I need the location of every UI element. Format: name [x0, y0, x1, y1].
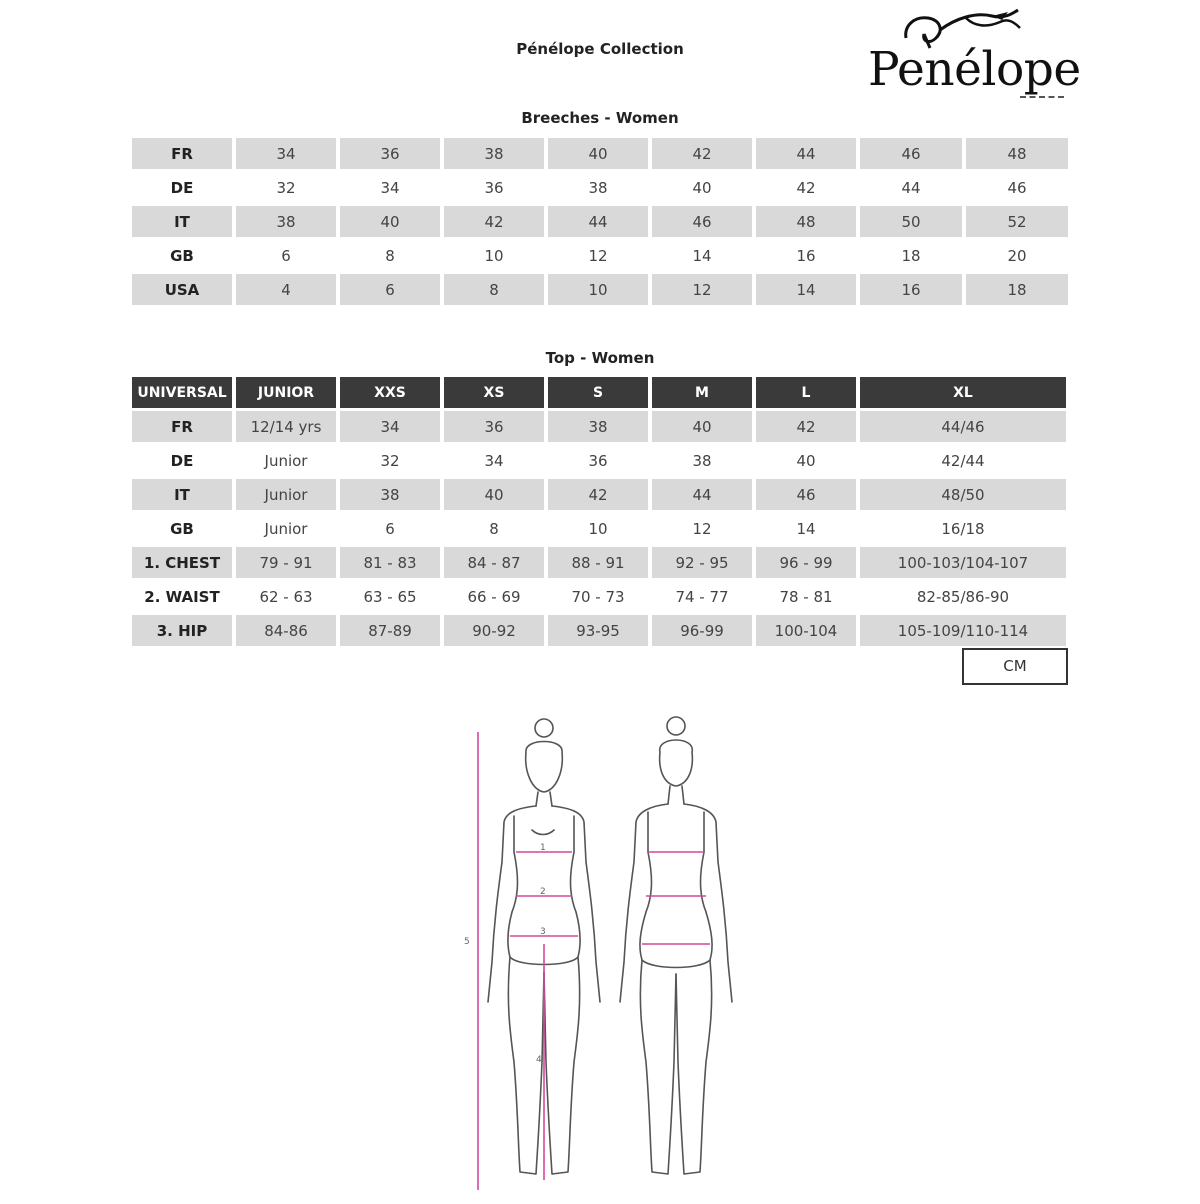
table-cell: 52 [966, 206, 1068, 237]
logo-wordmark: Penélope [868, 42, 1081, 97]
column-header: JUNIOR [236, 377, 336, 408]
table-cell: 93-95 [548, 615, 648, 646]
table-cell: 90-92 [444, 615, 544, 646]
row-label: 2. WAIST [144, 587, 220, 606]
table-cell: 42 [548, 479, 648, 510]
row-label: IT [132, 479, 232, 510]
table-cell: 6 [281, 246, 291, 265]
table-cell: Junior [264, 519, 308, 538]
table-cell: 44 [756, 138, 856, 169]
table-cell: 10 [588, 519, 608, 538]
table-cell: 50 [860, 206, 962, 237]
table-cell: 66 - 69 [467, 587, 521, 606]
table-cell: 48 [756, 206, 856, 237]
table-cell: 42 [444, 206, 544, 237]
table-cell: 42 [796, 178, 816, 197]
table-cell: 38 [548, 411, 648, 442]
table-cell: 46 [1007, 178, 1027, 197]
row-label: GB [170, 246, 194, 265]
table-cell: 100-104 [756, 615, 856, 646]
table-cell: 8 [489, 519, 499, 538]
table-row [132, 547, 1066, 578]
table-cell: 105-109/110-114 [860, 615, 1066, 646]
table-cell: Junior [236, 479, 336, 510]
table-cell: 14 [692, 246, 712, 265]
row-label: IT [132, 206, 232, 237]
table-cell: 12 [588, 246, 608, 265]
table-cell: 38 [444, 138, 544, 169]
measurement-figure [448, 712, 752, 1200]
table-cell: 40 [340, 206, 440, 237]
logo-dashes [1020, 96, 1064, 100]
row-label: FR [132, 411, 232, 442]
table-cell: 96-99 [652, 615, 752, 646]
table-cell: 100-103/104-107 [860, 547, 1066, 578]
table-cell: 10 [484, 246, 504, 265]
row-label: FR [132, 138, 232, 169]
table-cell: 36 [484, 178, 504, 197]
table-cell: 48/50 [860, 479, 1066, 510]
table-cell: 42 [756, 411, 856, 442]
table-cell: 14 [796, 519, 816, 538]
table-row [132, 513, 1066, 544]
table-row [132, 411, 1066, 442]
table-header-row [132, 377, 1066, 408]
table-cell: 46 [756, 479, 856, 510]
table-cell: 14 [756, 274, 856, 305]
table-cell: 36 [588, 451, 608, 470]
table-cell: 87-89 [340, 615, 440, 646]
marker-1: 1 [540, 843, 546, 853]
table-cell: 40 [548, 138, 648, 169]
table-row [132, 172, 1068, 203]
table-cell: 34 [380, 178, 400, 197]
table-cell: 34 [484, 451, 504, 470]
table-cell: 84-86 [236, 615, 336, 646]
table-cell: 63 - 65 [363, 587, 417, 606]
table-cell: 96 - 99 [756, 547, 856, 578]
table-cell: 38 [340, 479, 440, 510]
row-label: 3. HIP [132, 615, 232, 646]
marker-5: 5 [464, 937, 470, 947]
table-cell: 38 [588, 178, 608, 197]
column-header: UNIVERSAL [132, 377, 232, 408]
table-cell: 16/18 [941, 519, 985, 538]
table-cell: 40 [444, 479, 544, 510]
table-cell: 46 [860, 138, 962, 169]
table-cell: 44/46 [860, 411, 1066, 442]
table-cell: 6 [340, 274, 440, 305]
row-label: DE [170, 451, 194, 470]
table-cell: 62 - 63 [259, 587, 313, 606]
unit-label: CM [962, 648, 1068, 685]
top-size-table [128, 374, 1070, 649]
table-cell: 18 [901, 246, 921, 265]
table-row [132, 445, 1066, 476]
table-cell: 34 [236, 138, 336, 169]
table-cell: 42 [652, 138, 752, 169]
column-header: XS [444, 377, 544, 408]
table-cell: 70 - 73 [571, 587, 625, 606]
row-label: GB [170, 519, 194, 538]
column-header: XL [860, 377, 1066, 408]
table-cell: 16 [796, 246, 816, 265]
table-cell: 16 [860, 274, 962, 305]
table-cell: 12/14 yrs [236, 411, 336, 442]
table-cell: Junior [264, 451, 308, 470]
table-row [132, 479, 1066, 510]
table-cell: 10 [548, 274, 648, 305]
table-cell: 88 - 91 [548, 547, 648, 578]
table-cell: 20 [1007, 246, 1027, 265]
table-cell: 40 [692, 178, 712, 197]
top-title: Top - Women [545, 349, 655, 367]
table-cell: 46 [652, 206, 752, 237]
table-row [132, 206, 1068, 237]
table-cell: 4 [236, 274, 336, 305]
breeches-size-table [128, 135, 1072, 308]
table-cell: 8 [444, 274, 544, 305]
column-header: S [548, 377, 648, 408]
table-cell: 82-85/86-90 [916, 587, 1010, 606]
marker-2: 2 [540, 887, 546, 897]
table-row [132, 581, 1066, 612]
table-cell: 18 [966, 274, 1068, 305]
row-label: USA [132, 274, 232, 305]
table-cell: 36 [340, 138, 440, 169]
column-header: XXS [340, 377, 440, 408]
table-cell: 81 - 83 [340, 547, 440, 578]
table-cell: 42/44 [941, 451, 985, 470]
table-cell: 48 [966, 138, 1068, 169]
row-label: 1. CHEST [132, 547, 232, 578]
table-cell: 12 [692, 519, 712, 538]
table-cell: 38 [236, 206, 336, 237]
body-silhouettes [448, 712, 752, 1200]
marker-3: 3 [540, 927, 546, 937]
table-cell: 32 [380, 451, 400, 470]
table-cell: 32 [276, 178, 296, 197]
table-row [132, 274, 1068, 305]
table-cell: 92 - 95 [652, 547, 752, 578]
table-cell: 40 [652, 411, 752, 442]
table-cell: 36 [444, 411, 544, 442]
table-cell: 78 - 81 [779, 587, 833, 606]
marker-4: 4 [536, 1055, 542, 1065]
collection-title: Pénélope Collection [516, 40, 684, 58]
table-cell: 12 [652, 274, 752, 305]
table-cell: 8 [385, 246, 395, 265]
table-row [132, 240, 1068, 271]
back-figure [620, 717, 732, 1174]
table-cell: 40 [796, 451, 816, 470]
table-cell: 6 [385, 519, 395, 538]
table-cell: 44 [901, 178, 921, 197]
column-header: M [652, 377, 752, 408]
brand-logo [868, 8, 1081, 104]
table-cell: 44 [652, 479, 752, 510]
table-cell: 79 - 91 [236, 547, 336, 578]
row-label: DE [170, 178, 194, 197]
table-cell: 44 [548, 206, 648, 237]
breeches-title: Breeches - Women [521, 109, 679, 127]
column-header: L [756, 377, 856, 408]
table-cell: 84 - 87 [444, 547, 544, 578]
table-row [132, 615, 1066, 646]
table-cell: 74 - 77 [675, 587, 729, 606]
table-cell: 34 [340, 411, 440, 442]
table-row [132, 138, 1068, 169]
table-cell: 38 [692, 451, 712, 470]
